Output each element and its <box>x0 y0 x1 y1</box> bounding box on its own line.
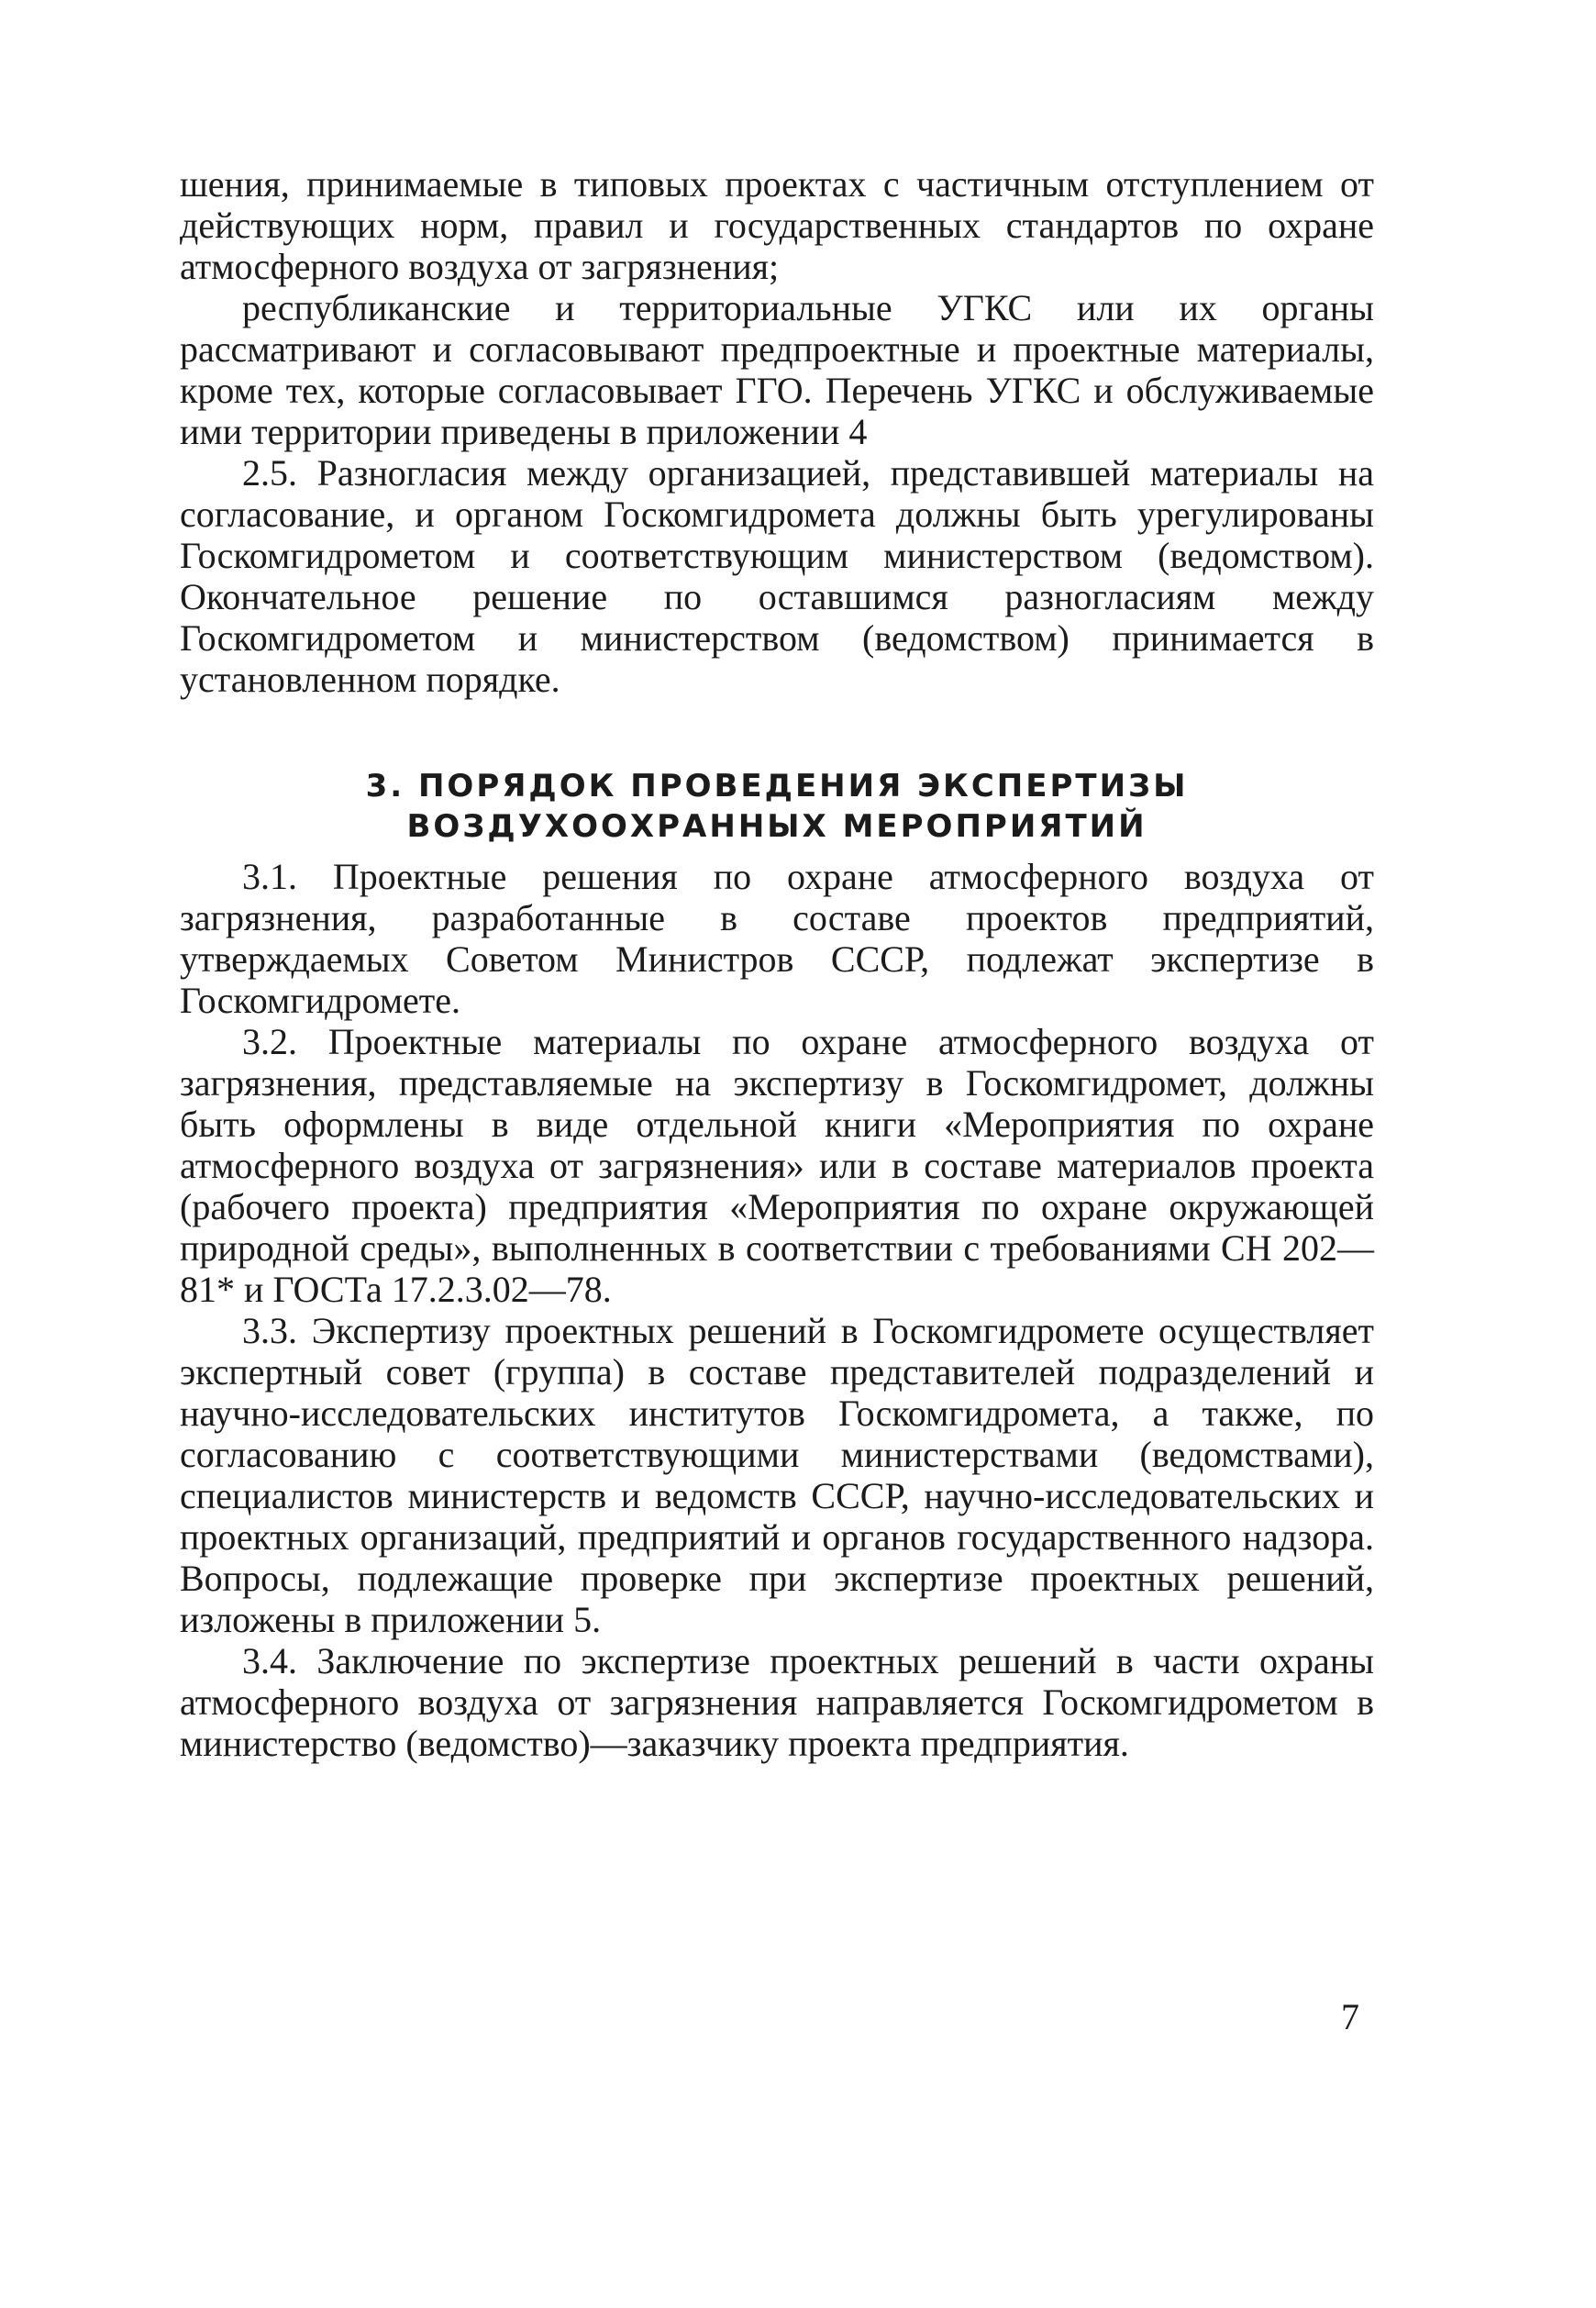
paragraph-3-2: 3.2. Проектные материалы по охране атмосферного воздуха от загрязнения, представляемые на экспертизу в Госкомгидромет, должны быть оформлены в виде отдельной книги «Мероприятия по охране атмосферного воздуха от загрязнения» или в составе материалов проекта (рабочего проекта) предприятия «Мероприятия по охране окружающей природной среды», выполненных в соответствии с требованиями СН 202—81* и ГОСТа 17.2.3.02—78. <box>180 1021 1374 1310</box>
paragraph-republican-ugks: республиканские и территориальные УГКС или их органы рассматривают и согласовывают предпроектные и проектные материалы, кроме тех, которые согласовывает ГГО. Перечень УГКС и обслуживаемые ими территории приведены в приложении 4 <box>180 287 1374 452</box>
section-heading-line-2: ВОЗДУХООХРАННЫХ МЕРОПРИЯТИЙ <box>406 808 1147 845</box>
paragraph-continuation: шения, принимаемые в типовых проектах с частичным отступлением от действующих норм, правил и государственных стандартов по охране атмосферного воздуха от загрязнения; <box>180 163 1374 287</box>
section-heading-line-1: 3. ПОРЯДОК ПРОВЕДЕНИЯ ЭКСПЕРТИЗЫ <box>365 768 1189 804</box>
document-page <box>180 163 1374 1764</box>
paragraph-2-5: 2.5. Разногласия между организацией, представившей материалы на согласование, и органом Госкомгидромета должны быть урегулированы Госкомгидрометом и соответствующим министерством (ведомством). Окончательное решение по оставшимся разногласиям между Госкомгидрометом и министерством (ведомством) принимается в установленном порядке. <box>180 452 1374 700</box>
section-heading <box>180 766 1374 847</box>
paragraph-3-3: 3.3. Экспертизу проектных решений в Госкомгидромете осуществляет экспертный совет (группа) в составе представителей подразделений и научно-исследовательских институтов Госкомгидромета, а также, по согласованию с соответствующими министерствами (ведомствами), специалистов министерств и ведомств СССР, научно-исследовательских и проектных организаций, предприятий и органов государственного надзора. Вопросы, подлежащие проверке при экспертизе проектных решений, изложены в приложении 5. <box>180 1310 1374 1640</box>
paragraph-3-1: 3.1. Проектные решения по охране атмосферного воздуха от загрязнения, разработанные в составе проектов предприятий, утверждаемых Советом Министров СССР, подлежат экспертизе в Госкомгидромете. <box>180 856 1374 1021</box>
paragraph-3-4: 3.4. Заключение по экспертизе проектных решений в части охраны атмосферного воздуха от загрязнения направляется Госкомгидрометом в министерство (ведомство)—заказчику проекта предприятия. <box>180 1640 1374 1764</box>
page-number: 7 <box>1341 1996 1359 2037</box>
